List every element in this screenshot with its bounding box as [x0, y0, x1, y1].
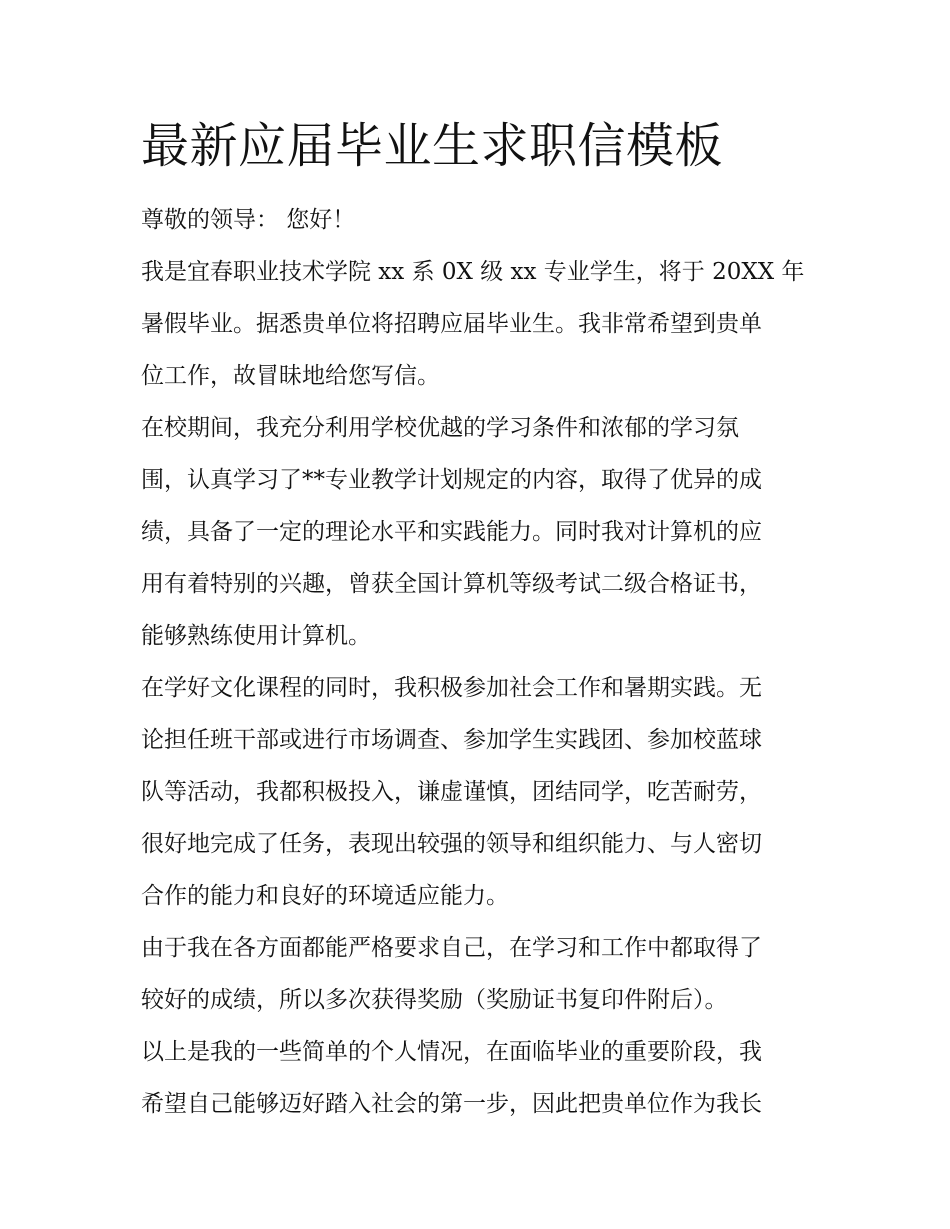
text-line: 以上是我的一些简单的个人情况，在面临毕业的重要阶段，我: [141, 1039, 762, 1065]
page-title: 最新应届毕业生求职信模板: [141, 118, 724, 174]
text-line: 用有着特别的兴趣，曾获全国计算机等级考试二级合格证书，: [141, 571, 762, 597]
document-body: [141, 110, 821, 1117]
text-line: 我是宜春职业技术学院 xx 系 0X 级 xx 专业学生，将于 20XX 年: [141, 259, 805, 285]
text-line: 暑假毕业。据悉贵单位将招聘应届毕业生。我非常希望到贵单: [141, 311, 762, 337]
text-line: 在学好文化课程的同时，我积极参加社会工作和暑期实践。无: [141, 675, 762, 701]
text-line: 能够熟练使用计算机。: [141, 623, 371, 649]
text-line: 论担任班干部或进行市场调查、参加学生实践团、参加校蓝球: [141, 727, 762, 753]
text-line: 很好地完成了任务，表现出较强的领导和组织能力、与人密切: [141, 831, 762, 857]
text-line: 由于我在各方面都能严格要求自己，在学习和工作中都取得了: [141, 935, 762, 961]
text-line: 队等活动，我都积极投入，谦虚谨慎，团结同学，吃苦耐劳，: [141, 779, 762, 805]
text-line: 尊敬的领导： 您好！: [141, 207, 356, 233]
letter-text: [141, 202, 821, 1123]
text-line: 在校期间，我充分利用学校优越的学习条件和浓郁的学习氛: [141, 415, 739, 441]
text-line: 绩，具备了一定的理论水平和实践能力。同时我对计算机的应: [141, 519, 762, 545]
text-line: 围，认真学习了**专业教学计划规定的内容，取得了优异的成: [141, 467, 762, 493]
text-line: 较好的成绩，所以多次获得奖励（奖励证书复印件附后）。: [141, 987, 728, 1013]
text-line: 希望自己能够迈好踏入社会的第一步，因此把贵单位作为我长: [141, 1091, 762, 1117]
text-line: 合作的能力和良好的环境适应能力。: [141, 883, 509, 909]
text-line: 位工作，故冒昧地给您写信。: [141, 363, 440, 389]
